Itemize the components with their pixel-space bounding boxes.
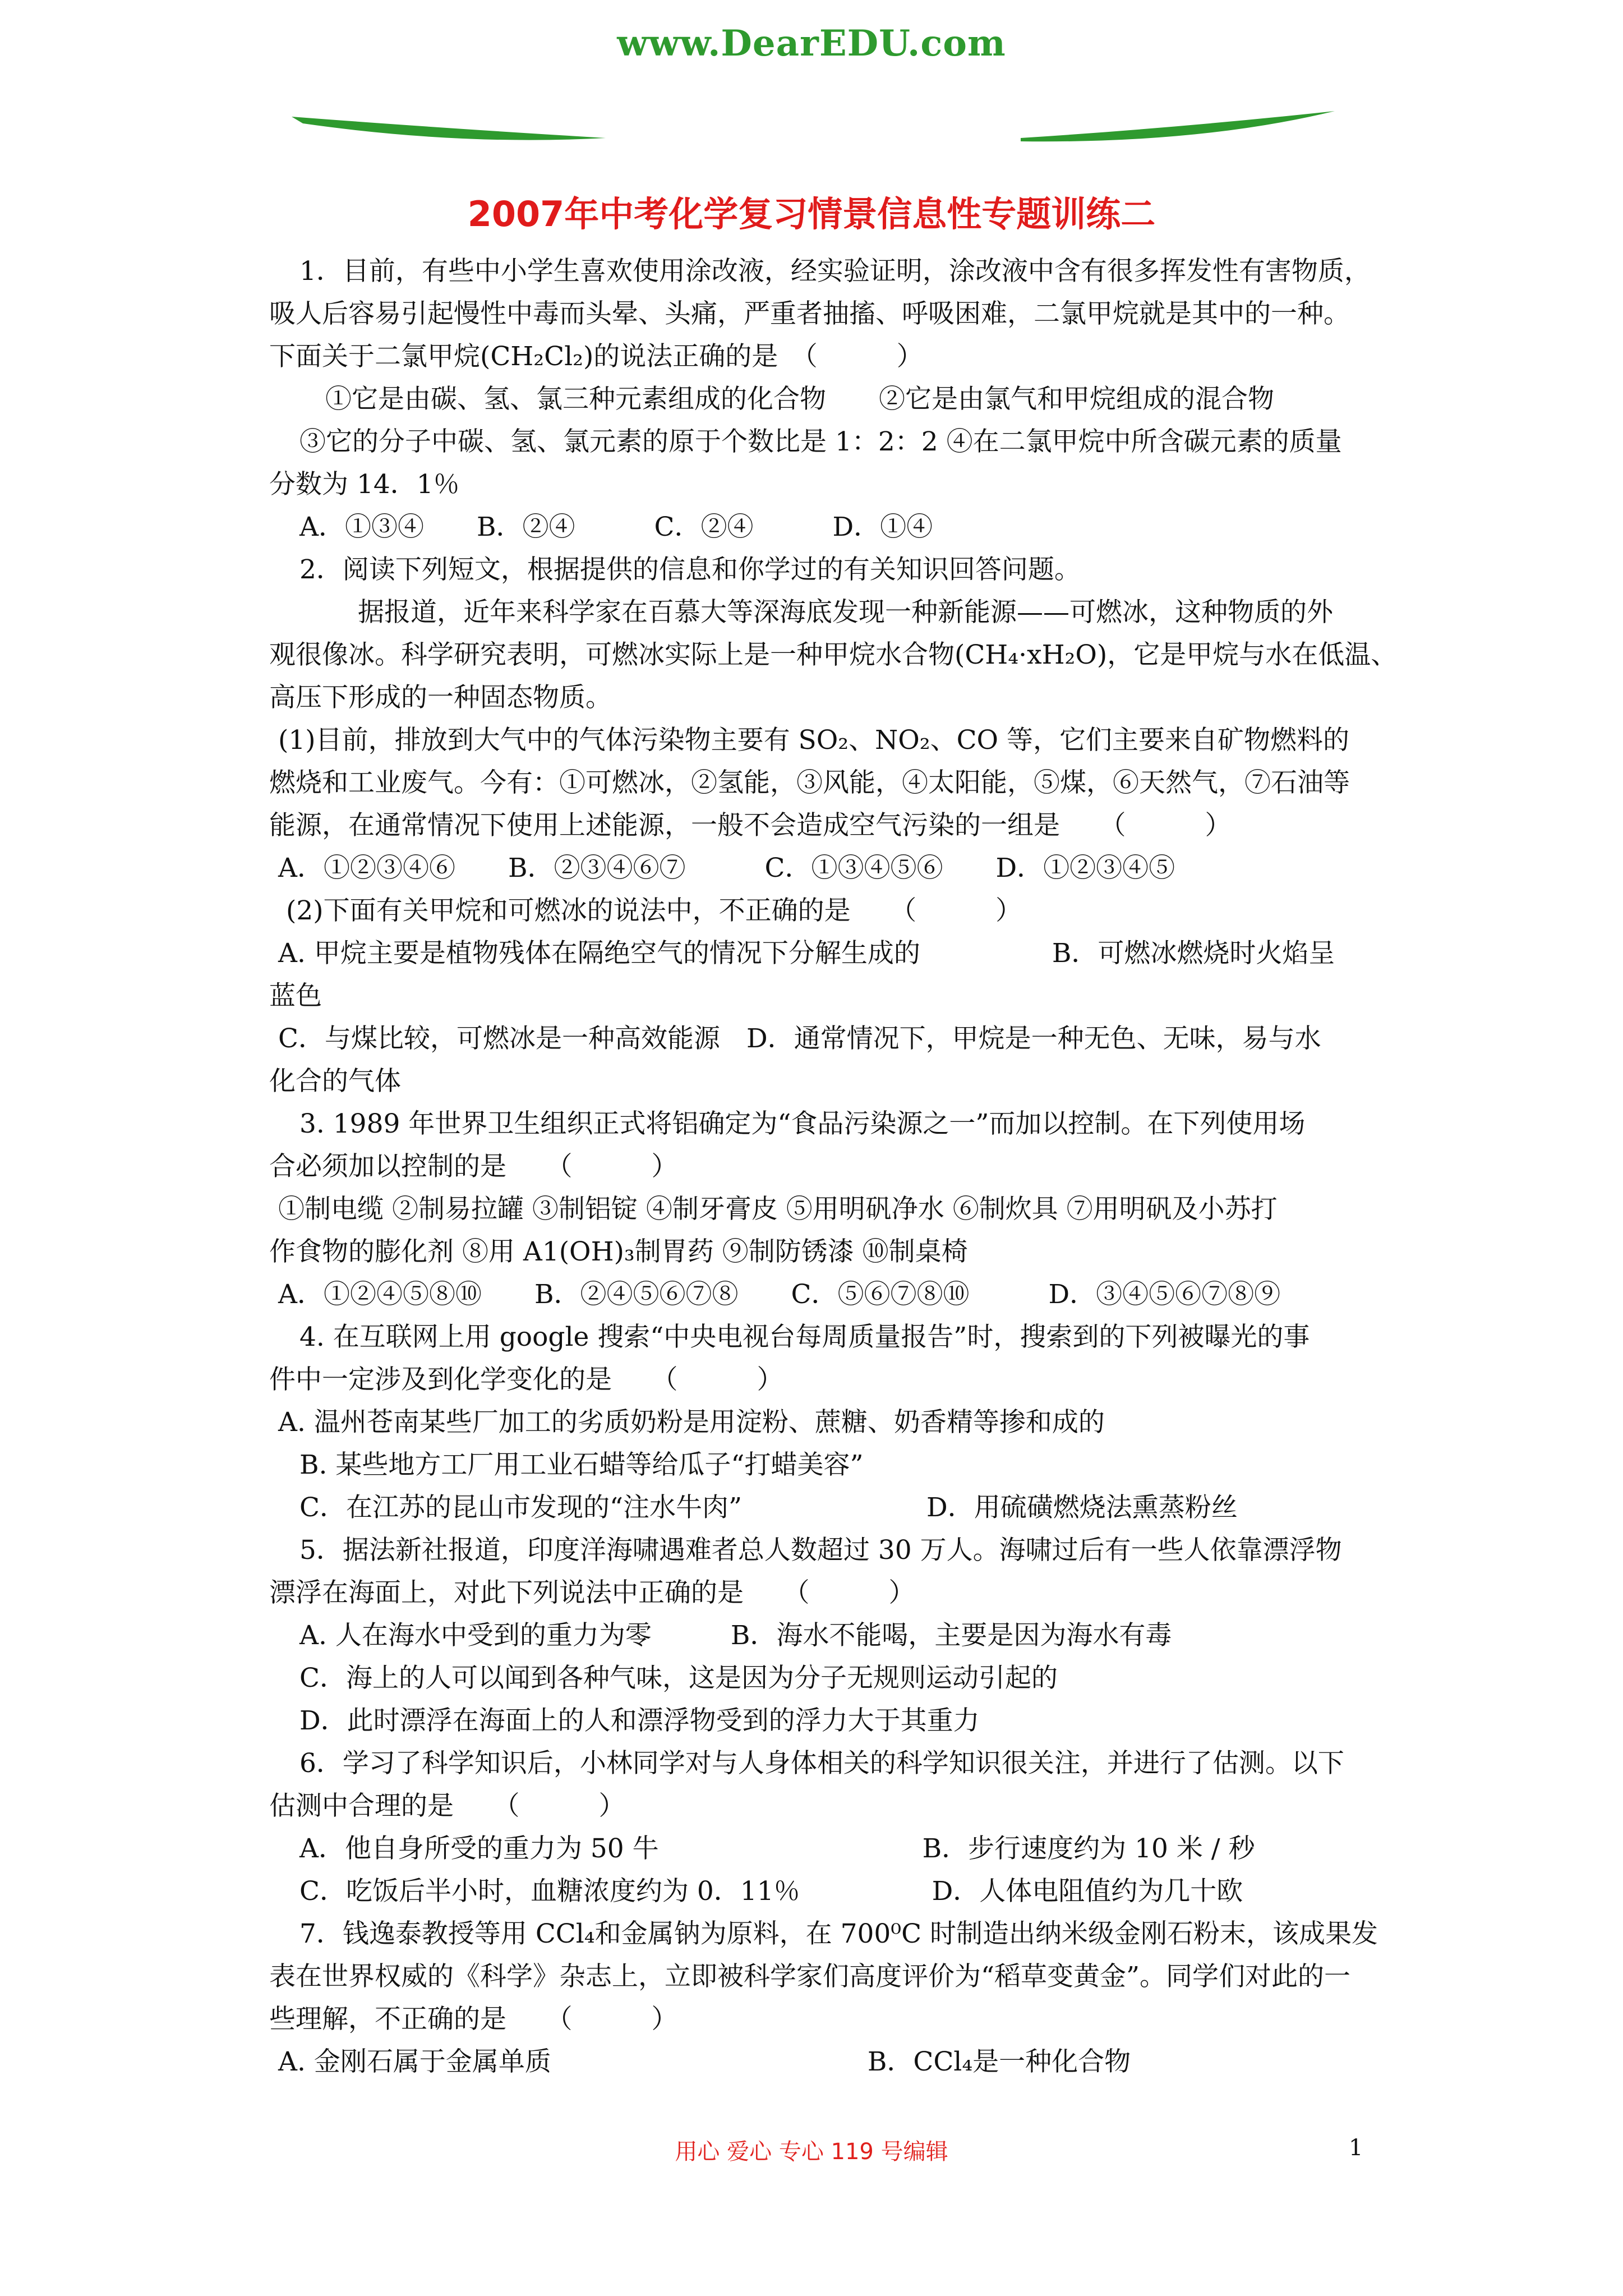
- text-line: C．在江苏的昆山市发现的“注水牛肉” D．用硫磺燃烧法熏蒸粉丝: [299, 1492, 1238, 1523]
- left-swoosh: [292, 117, 606, 140]
- text-line: 5．据法新社报道，印度洋海啸遇难者总人数超过 30 万人。海啸过后有一些人依靠漂浮物: [299, 1535, 1342, 1566]
- text-line: 观很像冰。科学研究表明，可燃冰实际上是一种甲烷水合物(CH₄·xH₂O)，它是甲烷与水在低温、: [269, 639, 1398, 670]
- site-logo: www.DearEDU.com: [617, 22, 1006, 65]
- text-line: A．他自身所受的重力为 50 牛 B．步行速度约为 10 米 / 秒: [299, 1833, 1255, 1864]
- text-line: ①制电缆 ②制易拉罐 ③制铝锭 ④制牙膏皮 ⑤用明矾净水 ⑥制炊具 ⑦用明矾及小苏打: [278, 1194, 1278, 1225]
- text-line: A. 人在海水中受到的重力为零 B．海水不能喝，主要是因为海水有毒: [299, 1620, 1172, 1651]
- text-line: A. 温州苍南某些厂加工的劣质奶粉是用淀粉、蔗糖、奶香精等掺和成的: [278, 1407, 1105, 1438]
- text-line: A. 金刚石属于金属单质 B．CCl₄是一种化合物: [278, 2046, 1131, 2077]
- document-title: 2007年中考化学复习情景信息性专题训练二: [467, 194, 1156, 234]
- text-line: A．①③④ B．②④ C．②④ D．①④: [299, 512, 933, 542]
- text-line: C．吃饭后半小时，血糖浓度约为 0．11％ D．人体电阻值约为几十欧: [299, 1876, 1243, 1907]
- text-line: 2．阅读下列短文，根据提供的信息和你学过的有关知识回答问题。: [299, 554, 1081, 585]
- text-line: 7．钱逸泰教授等用 CCl₄和金属钠为原料，在 700⁰C 时制造出纳米级金刚石粉末，该成果发: [299, 1918, 1378, 1949]
- footer-text: 用心 爱心 专心 119 号编辑: [675, 2139, 948, 2165]
- text-line: 下面关于二氯甲烷(CH₂Cl₂)的说法正确的是 （ ）: [269, 341, 923, 372]
- text-line: 1．目前，有些中小学生喜欢使用涂改液，经实验证明，涂改液中含有很多挥发性有害物质，: [299, 256, 1371, 287]
- text-line: (1)目前，排放到大气中的气体污染物主要有 SO₂、NO₂、CO 等，它们主要来自矿物燃料的: [278, 725, 1350, 756]
- text-line: 分数为 14．1％: [269, 469, 460, 500]
- text-line: 吸人后容易引起慢性中毒而头晕、头痛，严重者抽搐、呼吸困难，二氯甲烷就是其中的一种。: [269, 298, 1350, 329]
- text-line: 表在世界权威的《科学》杂志上，立即被科学家们高度评价为“稻草变黄金”。同学们对此的一: [269, 1961, 1351, 1992]
- text-line: D．此时漂浮在海面上的人和漂浮物受到的浮力大于其重力: [299, 1705, 980, 1736]
- text-line: A．①②③④⑥ B．②③④⑥⑦ C．①③④⑤⑥ D．①②③④⑤: [278, 853, 1175, 884]
- text-line: 化合的气体: [269, 1066, 401, 1097]
- text-line: ①它是由碳、氢、氯三种元素组成的化合物 ②它是由氯气和甲烷组成的混合物: [325, 384, 1274, 415]
- text-line: (2)下面有关甲烷和可燃冰的说法中，不正确的是 （ ）: [286, 895, 1022, 926]
- text-line: A．①②④⑤⑧⑩ B．②④⑤⑥⑦⑧ C．⑤⑥⑦⑧⑩ D．③④⑤⑥⑦⑧⑨: [278, 1279, 1281, 1310]
- text-line: 件中一定涉及到化学变化的是 （ ）: [269, 1364, 783, 1395]
- text-line: 漂浮在海面上，对此下列说法中正确的是 （ ）: [269, 1577, 915, 1608]
- right-swoosh: [1021, 111, 1335, 141]
- text-line: 能源，在通常情况下使用上述能源，一般不会造成空气污染的一组是 （ ）: [269, 810, 1232, 841]
- text-line: 燃烧和工业废气。今有：①可燃冰，②氢能，③风能，④太阳能，⑤煤，⑥天然气，⑦石油等: [269, 767, 1350, 798]
- page-number: 1: [1349, 2135, 1363, 2161]
- text-line: 4. 在互联网上用 google 搜索“中央电视台每周质量报告”时，搜索到的下列被曝光的事: [299, 1322, 1310, 1352]
- text-line: 高压下形成的一种固态物质。: [269, 682, 612, 713]
- text-line: 蓝色: [269, 981, 322, 1011]
- text-line: B. 某些地方工厂用工业石蜡等给瓜子“打蜡美容”: [299, 1450, 864, 1480]
- text-line: 6．学习了科学知识后，小林同学对与人身体相关的科学知识很关注，并进行了估测。以下: [299, 1748, 1344, 1779]
- text-line: 据报道，近年来科学家在百慕大等深海底发现一种新能源——可燃冰，这种物质的外: [358, 597, 1333, 628]
- text-line: 估测中合理的是 （ ）: [269, 1791, 625, 1821]
- text-line: 3. 1989 年世界卫生组织正式将铝确定为“食品污染源之一”而加以控制。在下列使用场: [299, 1108, 1306, 1139]
- text-line: A. 甲烷主要是植物残体在隔绝空气的情况下分解生成的 B．可燃冰燃烧时火焰呈: [278, 938, 1335, 969]
- text-line: 合必须加以控制的是 （ ）: [269, 1151, 678, 1182]
- text-line: 作食物的膨化剂 ⑧用 A1(OH)₃制胃药 ⑨制防锈漆 ⑩制桌椅: [269, 1236, 968, 1267]
- header-banner: [292, 94, 1335, 173]
- text-line: C．海上的人可以闻到各种气味，这是因为分子无规则运动引起的: [299, 1663, 1058, 1694]
- text-line: 些理解，不正确的是 （ ）: [269, 2004, 678, 2035]
- text-line: C．与煤比较，可燃冰是一种高效能源 D．通常情况下，甲烷是一种无色、无味，易与水: [278, 1023, 1321, 1054]
- text-line: ③它的分子中碳、氢、氯元素的原于个数比是 1：2：2 ④在二氯甲烷中所含碳元素的质量: [299, 426, 1342, 457]
